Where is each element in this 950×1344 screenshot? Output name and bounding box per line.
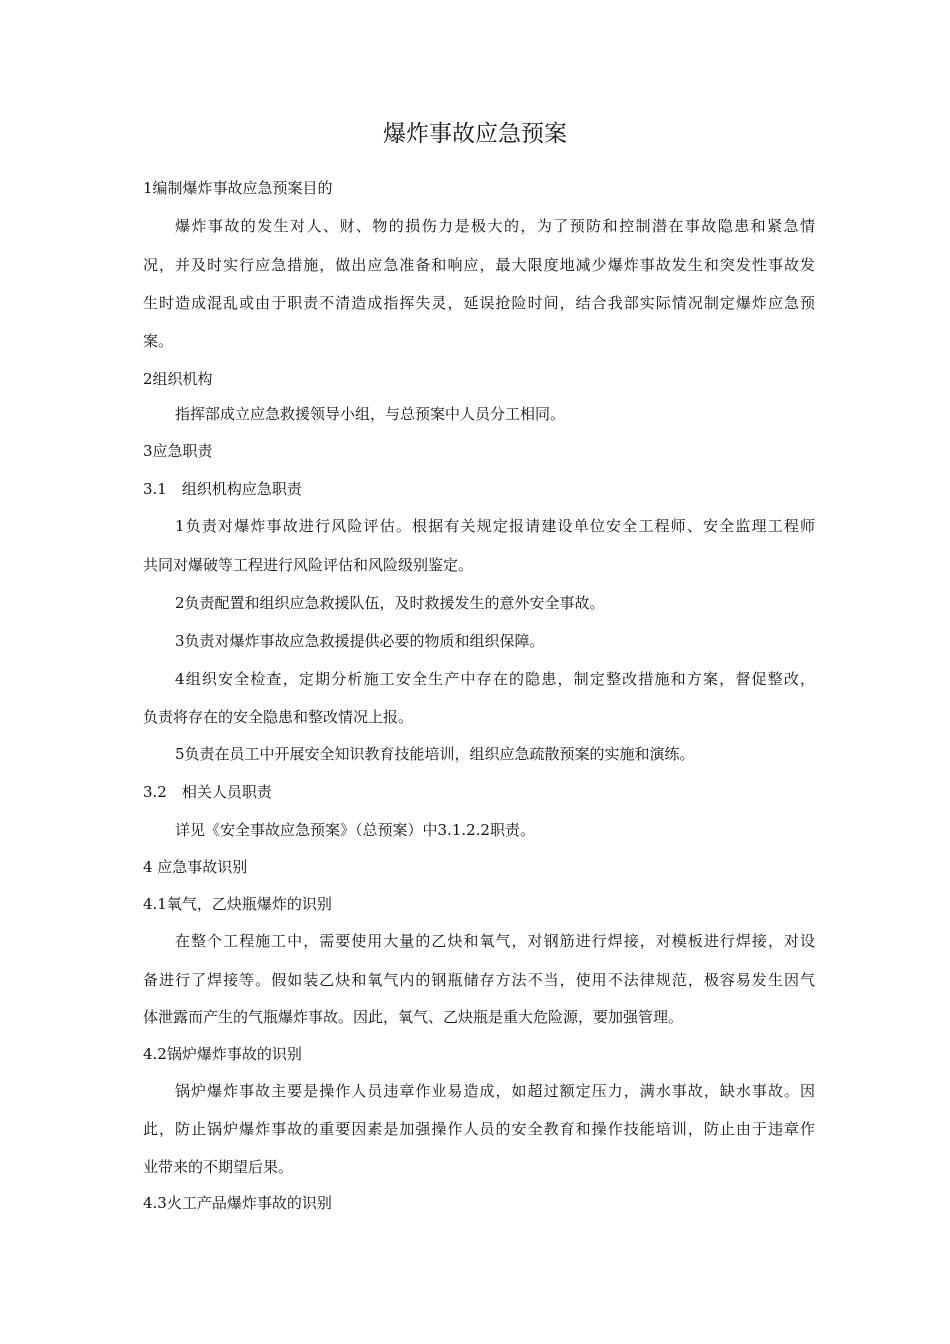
paragraph-line: 案。 — [143, 332, 174, 350]
paragraph-line: 况，并及时实行应急措施，做出应急准备和响应，最大限度地减少爆炸事故发生和突发性事故发 — [143, 256, 815, 274]
paragraph-line: 1负责对爆炸事故进行风险评估。根据有关规定报请建设单位安全工程师、安全监理工程师 — [175, 517, 815, 535]
paragraph-line: 此，防止锅炉爆炸事故的重要因素是加强操作人员的安全教育和操作技能培训，防止由于违章作 — [143, 1120, 815, 1138]
section-heading: 1编制爆炸事故应急预案目的 — [143, 179, 333, 197]
paragraph-line: 2负责配置和组织应急救援队伍，及时救援发生的意外安全事故。 — [175, 594, 605, 612]
paragraph-line: 详见《安全事故应急预案》（总预案）中3.1.2.2职责。 — [175, 821, 535, 839]
paragraph-line: 5负责在员工中开展安全知识教育技能培训，组织应急疏散预案的实施和演练。 — [175, 745, 695, 763]
subsection-heading: 4.3火工产品爆炸事故的识别 — [143, 1194, 332, 1212]
paragraph-line: 负责将存在的安全隐患和整改情况上报。 — [143, 708, 414, 726]
paragraph-line: 锅炉爆炸事故主要是操作人员违章作业易造成，如超过额定压力，满水事故，缺水事故。因 — [175, 1082, 815, 1100]
page-title: 爆炸事故应急预案 — [383, 121, 567, 147]
section-heading: 2组织机构 — [143, 370, 213, 388]
subsection-heading: 4.1氧气，乙炔瓶爆炸的识别 — [143, 895, 332, 913]
subsection-heading: 3.2 相关人员职责 — [143, 783, 272, 801]
paragraph-line: 4组织安全检查，定期分析施工安全生产中存在的隐患，制定整改措施和方案，督促整改， — [175, 670, 815, 688]
paragraph-line: 爆炸事故的发生对人、财、物的损伤力是极大的，为了预防和控制潜在事故隐患和紧急情 — [175, 217, 815, 235]
paragraph-line: 体泄露而产生的气瓶爆炸事故。因此，氧气、乙炔瓶是重大危险源，要加强管理。 — [143, 1008, 684, 1026]
paragraph-line: 共同对爆破等工程进行风险评估和风险级别鉴定。 — [143, 556, 474, 574]
section-heading: 3应急职责 — [143, 442, 213, 460]
subsection-heading: 4.2锅炉爆炸事故的识别 — [143, 1045, 302, 1063]
paragraph-line: 业带来的不期望后果。 — [143, 1158, 294, 1176]
paragraph-line: 生时造成混乱或由于职责不清造成指挥失灵，延误抢险时间，结合我部实际情况制定爆炸应急预 — [143, 294, 815, 312]
paragraph-line: 3负责对爆炸事故应急救援提供必要的物质和组织保障。 — [175, 632, 545, 650]
paragraph-line: 指挥部成立应急救援领导小组，与总预案中人员分工相同。 — [175, 405, 566, 423]
subsection-heading: 3.1 组织机构应急职责 — [143, 480, 302, 498]
paragraph-line: 备进行了焊接等。假如装乙炔和氧气内的钢瓶储存方法不当，使用不法律规范，极容易发生因气 — [143, 971, 815, 989]
paragraph-line: 在整个工程施工中，需要使用大量的乙炔和氧气，对钢筋进行焊接，对模板进行焊接，对设 — [175, 932, 815, 950]
section-heading: 4 应急事故识别 — [143, 858, 248, 876]
